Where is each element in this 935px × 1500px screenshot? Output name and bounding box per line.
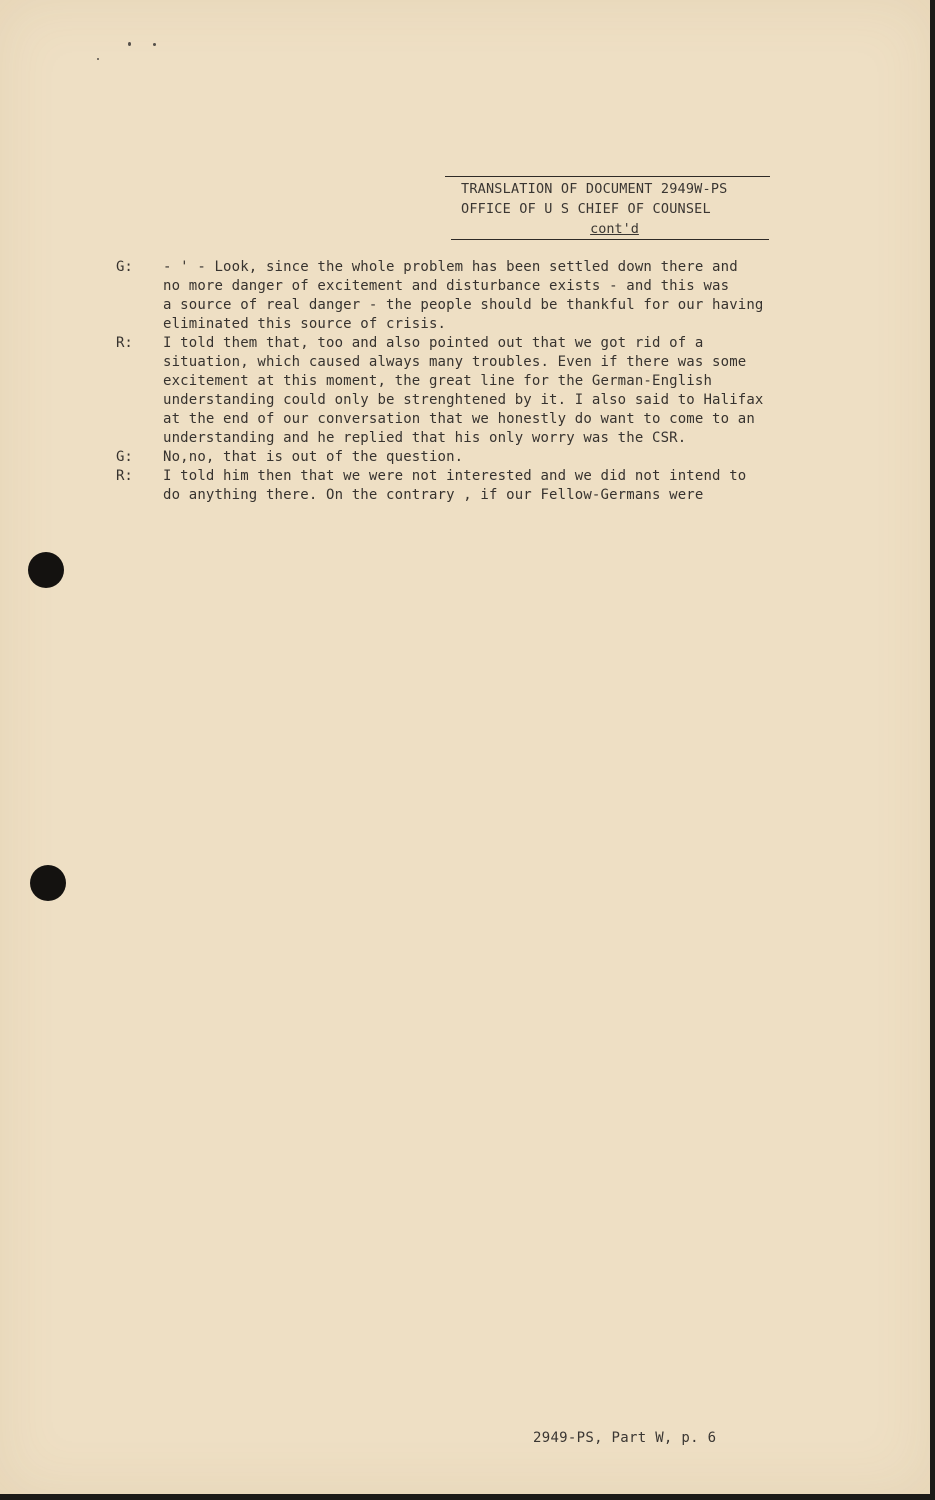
ink-speck xyxy=(97,58,99,60)
speech-text: I told them that, too and also pointed out that we got rid of a situation, which caused always many troubles. Even if there was some excitement at this moment, the great line for the German-English understanding could only be strenghtened by it. I also said to Halifax at the end of our conversation that we honestly do want to come to an understanding and he replied that his only worry was the CSR. xyxy=(163,335,764,446)
header-title: TRANSLATION OF DOCUMENT 2949W-PS xyxy=(461,181,728,197)
transcript xyxy=(116,258,856,505)
speaker-label: G: xyxy=(116,259,133,275)
punch-hole-lower xyxy=(30,865,66,901)
transcript-entry xyxy=(116,258,856,334)
header-continued: cont'd xyxy=(590,221,639,237)
speech-text: - ' - Look, since the whole problem has been settled down there and no more danger of excitement and disturbance exists - and this was a source of real danger - the people should be thankful for our having eliminated this source of crisis. xyxy=(163,259,764,332)
ink-speck xyxy=(128,42,131,46)
transcript-entry xyxy=(116,334,856,448)
punch-hole-upper xyxy=(28,552,64,588)
header-rule-bottom xyxy=(451,239,769,240)
header-rule-top xyxy=(445,176,770,177)
speaker-label: G: xyxy=(116,449,133,465)
document-header xyxy=(445,176,770,240)
page-reference: 2949-PS, Part W, p. 6 xyxy=(533,1430,717,1446)
ink-speck xyxy=(153,43,156,46)
speaker-label: R: xyxy=(116,468,133,484)
speech-text: No,no, that is out of the question. xyxy=(163,449,464,465)
header-office: OFFICE OF U S CHIEF OF COUNSEL xyxy=(461,201,711,217)
transcript-entry xyxy=(116,448,856,467)
speech-text: I told him then that we were not interested and we did not intend to do anything there. On the contrary , if our Fellow-Germans were xyxy=(163,468,747,503)
transcript-entry xyxy=(116,467,856,505)
speaker-label: R: xyxy=(116,335,133,351)
